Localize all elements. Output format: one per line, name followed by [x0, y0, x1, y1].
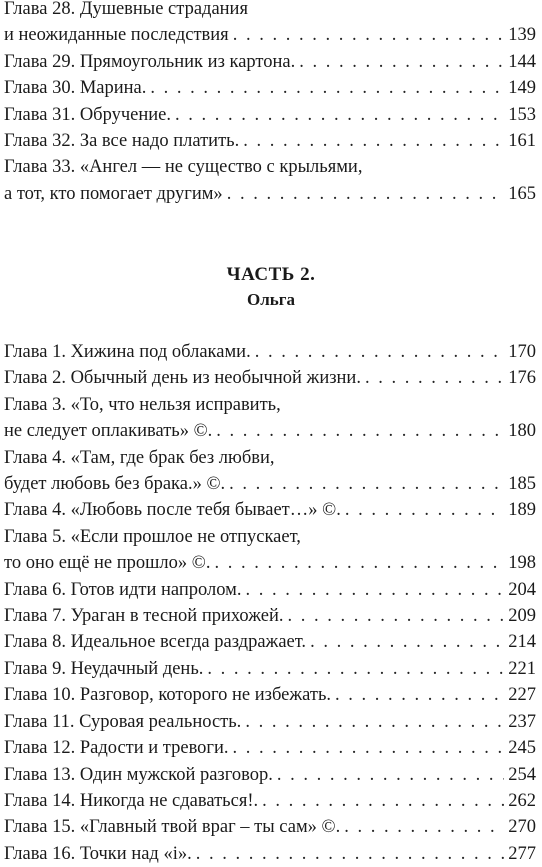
toc-entry-title: Глава 11. Суровая реальность.: [4, 711, 242, 732]
toc-entry: [4, 577, 536, 603]
dot-leader: [150, 75, 504, 101]
toc-entry-page-number: 262: [508, 790, 536, 811]
toc-entry-title: будет любовь без брака.» ©.: [4, 474, 226, 495]
toc-entry-title: Глава 32. За все надо платить.: [4, 131, 240, 152]
toc-entry-row: [4, 788, 536, 814]
toc-entry-title-line: Глава 4. «Там, где брак без любви,: [4, 447, 275, 468]
dot-leader: [277, 762, 504, 788]
toc-entry: [4, 365, 536, 391]
toc-entry-row: [4, 49, 536, 75]
dot-leader: [229, 471, 504, 497]
toc-entry: [4, 841, 536, 867]
toc-entry-row: [4, 841, 536, 867]
part-subtitle: Ольга: [247, 290, 295, 309]
toc-entry-title: Глава 30. Марина.: [4, 78, 147, 99]
dot-leader: [335, 682, 504, 708]
dot-leader: [216, 418, 504, 444]
toc-entry-row: [4, 22, 536, 48]
toc-entry-page-number: 185: [508, 474, 536, 495]
toc-part2-list: [4, 339, 536, 867]
toc-entry-page-number: 237: [508, 711, 536, 732]
toc-entry-page-number: 277: [508, 843, 536, 864]
dot-leader: [196, 841, 505, 867]
toc-entry-page-number: 161: [508, 131, 536, 152]
toc-entry-row: [4, 629, 536, 655]
toc-entry: [4, 735, 536, 761]
dot-leader: [310, 629, 504, 655]
toc-entry-page-number: 221: [508, 658, 536, 679]
toc-entry-title: Глава 8. Идеальное всегда раздражает.: [4, 632, 307, 653]
toc-entry-row: [4, 181, 536, 207]
toc-entry-row: [4, 365, 536, 391]
toc-entry-row: [4, 75, 536, 101]
toc-entry: [4, 682, 536, 708]
toc-entry-row: [4, 709, 536, 735]
toc-entry-page-number: 170: [508, 342, 536, 362]
toc-entry-row: [4, 814, 536, 840]
toc-entry-title-line: Глава 28. Душевные страдания: [4, 0, 248, 19]
toc-entry-page-number: 214: [508, 632, 536, 653]
part-heading: [0, 264, 542, 310]
toc-entry-title: Глава 10. Разговор, которого не избежать.: [4, 685, 332, 706]
toc-entry-title: Глава 29. Прямоугольник из картона.: [4, 51, 296, 72]
toc-entry: [4, 762, 536, 788]
toc-entry-page-number: 176: [508, 368, 536, 389]
dot-leader: [233, 735, 505, 761]
toc-entry: [4, 629, 536, 655]
dot-leader: [175, 102, 504, 128]
toc-entry-row: [4, 550, 536, 576]
toc-entry-title: Глава 4. «Любовь после тебя бывает…» ©.: [4, 500, 341, 521]
toc-entry: [4, 0, 536, 49]
toc-entry-title: Глава 2. Обычный день из необычной жизни.: [4, 368, 361, 389]
toc-entry-title: Глава 12. Радости и тревоги.: [4, 738, 229, 759]
toc-entry-title: Глава 31. Обручение.: [4, 104, 172, 125]
toc-entry-page-number: 254: [508, 764, 536, 785]
dot-leader: [207, 656, 504, 682]
toc-entry-page-number: 153: [508, 104, 536, 125]
toc-entry-row: [4, 471, 536, 497]
toc-entry-page-number: 144: [508, 51, 536, 72]
toc-entry-title: Глава 1. Хижина под облаками.: [4, 342, 251, 362]
dot-leader: [344, 814, 504, 840]
toc-entry: [4, 788, 536, 814]
dot-leader: [246, 577, 505, 603]
dot-leader: [214, 550, 504, 576]
part-title: ЧАСТЬ 2.: [226, 264, 316, 285]
toc-entry: [4, 524, 536, 577]
dot-leader: [255, 339, 505, 365]
toc-entry: [4, 656, 536, 682]
toc-entry-row: [4, 603, 536, 629]
toc-entry-row: [4, 418, 536, 444]
toc-entry-page-number: 189: [508, 500, 536, 521]
toc-entry-title-line: Глава 3. «То, что нельзя исправить,: [4, 394, 281, 415]
toc-entry-title: Глава 16. Точки над «i».: [4, 843, 192, 864]
toc-entry-title: Глава 15. «Главный твой враг – ты сам» ©.: [4, 817, 341, 838]
toc-entry: [4, 497, 536, 523]
toc-entry: [4, 445, 536, 498]
toc-entry-row: [4, 128, 536, 154]
toc-entry-row: [4, 656, 536, 682]
toc-entry-title: и неожиданные последствия: [4, 25, 229, 46]
toc-entry: [4, 102, 536, 128]
dot-leader: [227, 181, 505, 207]
toc-entry-title: не следует оплакивать» ©.: [4, 421, 213, 442]
toc-entry: [4, 75, 536, 101]
toc-entry-row: [4, 735, 536, 761]
toc-entry: [4, 814, 536, 840]
toc-entry-title-line: Глава 5. «Если прошлое не отпускает,: [4, 526, 301, 547]
toc-entry-page-number: 270: [508, 817, 536, 838]
toc-entry-title: то оно ещё не прошло» ©.: [4, 553, 211, 574]
dot-leader: [262, 788, 504, 814]
toc-entry-page-number: 198: [508, 553, 536, 574]
toc-entry-title-line: Глава 33. «Ангел — не существо с крыльями,: [4, 157, 363, 178]
toc-entry-row: [4, 682, 536, 708]
toc-entry-title: Глава 9. Неудачный день.: [4, 658, 204, 679]
toc-entry-page-number: 149: [508, 78, 536, 99]
toc-entry-title: Глава 6. Готов идти напролом.: [4, 579, 242, 600]
dot-leader: [365, 365, 504, 391]
dot-leader: [233, 22, 505, 48]
toc-entry: [4, 49, 536, 75]
toc-entry: [4, 709, 536, 735]
dot-leader: [288, 603, 505, 629]
toc-entry-page-number: 245: [508, 738, 536, 759]
toc-part1-list: [4, 0, 536, 207]
toc-entry: [4, 603, 536, 629]
toc-entry-row: [4, 339, 536, 365]
dot-leader: [243, 128, 504, 154]
toc-entry-page-number: 180: [508, 421, 536, 442]
toc-entry-title: Глава 14. Никогда не сдаваться!.: [4, 790, 259, 811]
toc-entry: [4, 128, 536, 154]
toc-entry-row: [4, 762, 536, 788]
toc-entry-title: а тот, кто помогает другим»: [4, 183, 223, 204]
dot-leader: [345, 497, 504, 523]
toc-entry-page-number: 227: [508, 685, 536, 706]
toc-entry-title: Глава 7. Ураган в тесной прихожей.: [4, 606, 284, 627]
toc-entry-page-number: 139: [508, 25, 536, 46]
toc-entry: [4, 339, 536, 365]
toc-entry-title: Глава 13. Один мужской разговор.: [4, 764, 273, 785]
toc-entry-row: [4, 102, 536, 128]
toc-entry: [4, 154, 536, 207]
toc-entry-page-number: 209: [508, 606, 536, 627]
toc-entry-page-number: 204: [508, 579, 536, 600]
dot-leader: [299, 49, 504, 75]
toc-entry-row: [4, 577, 536, 603]
dot-leader: [245, 709, 504, 735]
toc-entry-page-number: 165: [508, 183, 536, 204]
toc-entry: [4, 392, 536, 445]
toc-entry-row: [4, 497, 536, 523]
